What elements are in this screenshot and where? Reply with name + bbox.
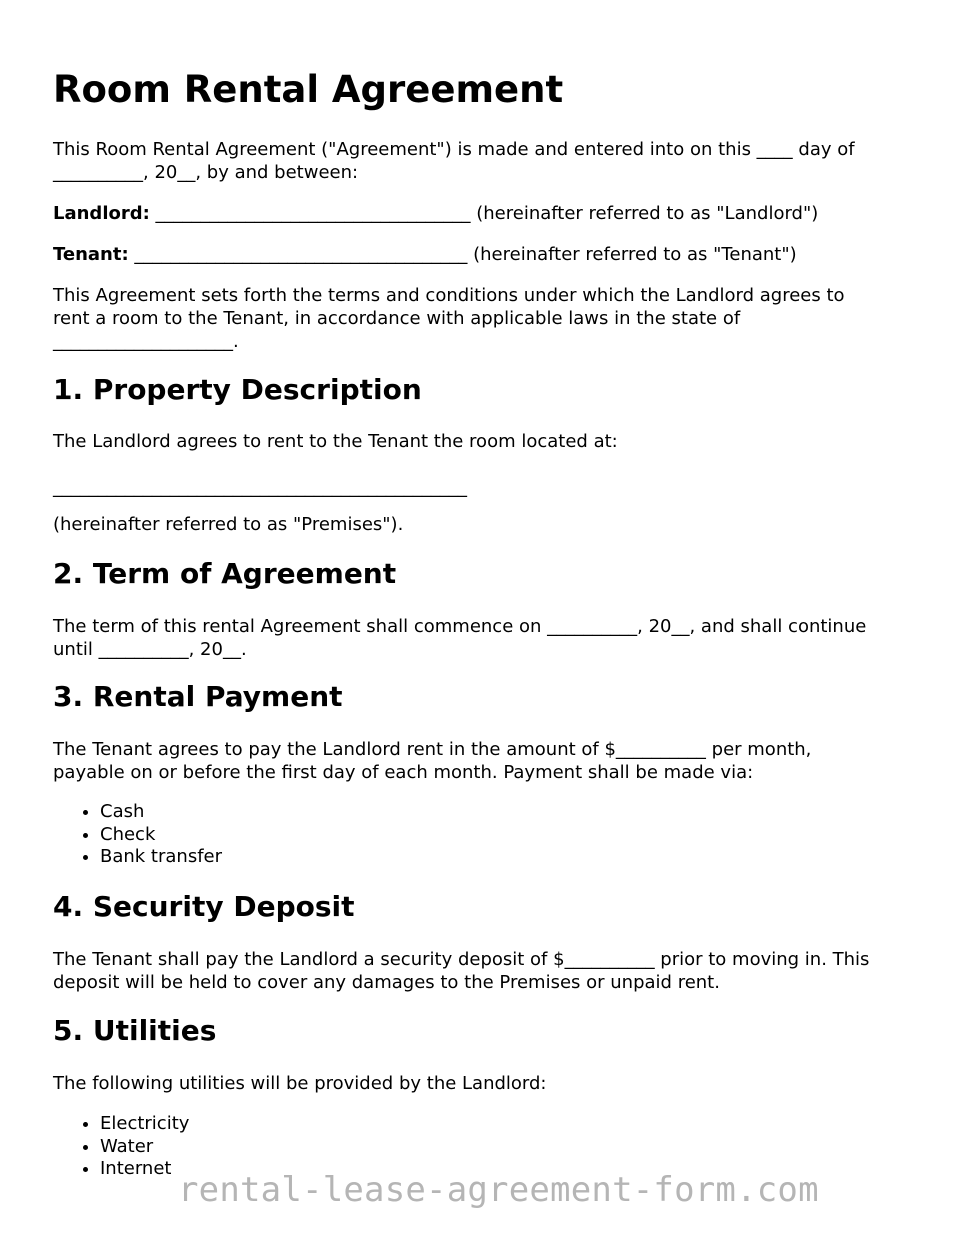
section-heading-property: 1. Property Description: [53, 373, 422, 406]
terms-intro-line-3: ____________________.: [53, 331, 239, 352]
terms-intro-line-2: rent a room to the Tenant, in accordance with applicable laws in the state of: [53, 308, 741, 329]
section-heading-term: 2. Term of Agreement: [53, 557, 397, 590]
list-item: • Water: [100, 1136, 900, 1159]
terms-intro-line-1: This Agreement sets forth the terms and conditions under which the Landlord agrees to: [53, 285, 845, 306]
list-item: • Electricity: [100, 1113, 900, 1136]
terms-intro-paragraph: [53, 284, 913, 353]
payment-methods-list: [53, 801, 900, 869]
page-title: Room Rental Agreement: [53, 68, 564, 111]
intro-line-1: This Room Rental Agreement ("Agreement") is made and entered into on this ____ day of: [53, 139, 855, 160]
intro-line-2: __________, 20__, by and between:: [53, 162, 359, 183]
watermark: rental-lease-agreement-form.com: [178, 1170, 819, 1210]
tenant-line: [53, 243, 913, 266]
section-heading-deposit: 4. Security Deposit: [53, 890, 355, 923]
property-paragraph: The Landlord agrees to rent to the Tenant the room located at:: [53, 431, 618, 452]
intro-paragraph: [53, 138, 913, 184]
payment-paragraph: [53, 738, 913, 784]
property-premises-note: (hereinafter referred to as "Premises").: [53, 514, 404, 535]
landlord-blank-text: ___________________________________ (hereinafter referred to as "Landlord"): [149, 203, 819, 224]
term-line-2: until __________, 20__.: [53, 639, 247, 660]
landlord-label: Landlord:: [53, 203, 150, 224]
payment-line-1: The Tenant agrees to pay the Landlord rent in the amount of $__________ per month,: [53, 739, 812, 760]
list-item: • Check: [100, 824, 900, 847]
tenant-blank-text: _____________________________________ (hereinafter referred to as "Tenant"): [128, 244, 797, 265]
deposit-line-1: The Tenant shall pay the Landlord a security deposit of $__________ prior to moving in. This: [53, 949, 870, 970]
payment-line-2: payable on or before the first day of each month. Payment shall be made via:: [53, 762, 754, 783]
section-heading-payment: 3. Rental Payment: [53, 680, 343, 713]
term-paragraph: [53, 615, 913, 661]
utilities-paragraph: The following utilities will be provided by the Landlord:: [53, 1073, 547, 1094]
list-item: • Bank transfer: [100, 846, 900, 869]
landlord-line: [53, 202, 913, 225]
tenant-label: Tenant:: [53, 244, 129, 265]
section-heading-utilities: 5. Utilities: [53, 1014, 217, 1047]
term-line-1: The term of this rental Agreement shall commence on __________, 20__, and shall continue: [53, 616, 867, 637]
list-item: • Internet: [100, 1158, 900, 1181]
deposit-line-2: deposit will be held to cover any damages to the Premises or unpaid rent.: [53, 972, 720, 993]
list-item: • Cash: [100, 801, 900, 824]
property-address-blank: ______________________________________________: [53, 477, 467, 498]
deposit-paragraph: [53, 948, 913, 994]
